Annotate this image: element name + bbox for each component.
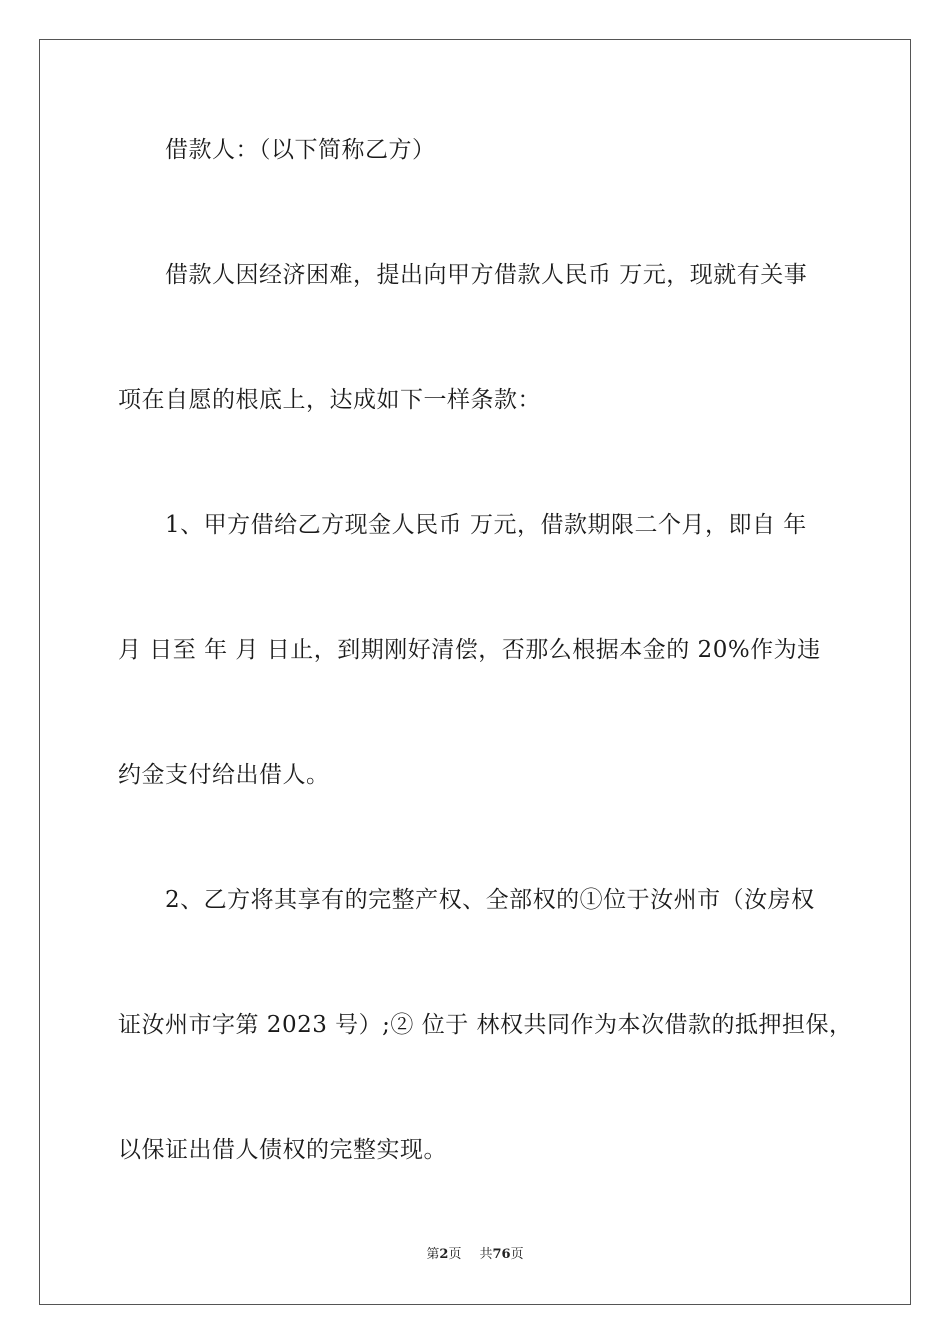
- clause-2-line: 以保证出借人债权的完整实现。: [118, 1137, 447, 1163]
- clause-2-line: 2、乙方将其享有的完整产权、全部权的①位于汝州市（汝房权: [165, 887, 815, 913]
- clause-1-line: 约金支付给出借人。: [118, 762, 330, 788]
- page-border: [39, 39, 911, 1305]
- clause-1-line: 月 日至 年 月 日止，到期刚好清偿，否那么根据本金的 20%作为违: [118, 637, 821, 663]
- clause-2-line: 证汝州市字第 2023 号）;② 位于 林权共同作为本次借款的抵押担保，: [118, 1012, 853, 1038]
- paragraph-line: 项在自愿的根底上，达成如下一样条款：: [118, 387, 541, 413]
- page-suffix: 页: [448, 1247, 462, 1262]
- paragraph-line: 借款人因经济困难，提出向甲方借款人民币 万元，现就有关事: [165, 262, 808, 288]
- page-prefix: 第: [426, 1247, 440, 1262]
- borrower-line: 借款人：（以下简称乙方）: [165, 137, 436, 163]
- total-suffix: 页: [510, 1247, 524, 1262]
- page-number: 2: [439, 1247, 449, 1262]
- total-prefix: 共: [479, 1247, 493, 1262]
- page-footer: [0, 1246, 950, 1264]
- clause-1-line: 1、甲方借给乙方现金人民币 万元，借款期限二个月，即自 年: [165, 512, 807, 538]
- total-pages: 76: [492, 1247, 511, 1262]
